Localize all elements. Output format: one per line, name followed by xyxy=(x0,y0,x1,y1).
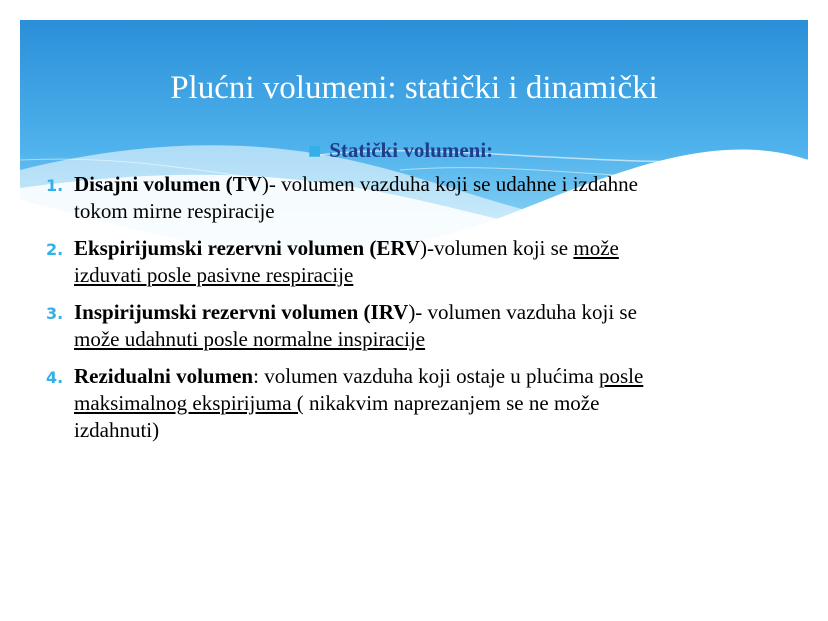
term-text: Ekspirijumski rezervni volumen ( xyxy=(74,236,377,260)
item-number: 4. xyxy=(46,368,64,387)
abbreviation: IRV xyxy=(370,300,409,324)
list-item xyxy=(0,235,774,289)
definition-text: )- volumen vazduha koji se udahne i izdahne xyxy=(261,172,638,196)
underlined-text: može udahnuti posle normalne inspiracije xyxy=(74,327,426,351)
item-number: 3. xyxy=(46,304,64,323)
definition-text: )-volumen koji se xyxy=(419,236,574,260)
subheading-text: Statički volumeni: xyxy=(329,138,494,162)
term-text: Inspirijumski rezervni volumen ( xyxy=(74,300,371,324)
underlined-text: izduvati posle pasivne respiracije xyxy=(74,263,354,287)
abbreviation: ERV xyxy=(376,236,420,260)
term-text: Disajni volumen ( xyxy=(74,172,233,196)
list-item xyxy=(0,171,774,225)
definition-text: nikakvim naprezanjem se ne može xyxy=(303,391,600,415)
abbreviation: TV xyxy=(232,172,262,196)
underlined-text: može xyxy=(573,236,619,260)
definition-text: tokom mirne respiracije xyxy=(74,199,275,223)
subheading xyxy=(308,137,493,164)
underlined-text: posle xyxy=(598,364,644,388)
term-text: Rezidualni volumen xyxy=(74,364,254,388)
item-number: 2. xyxy=(46,240,64,259)
numbered-list xyxy=(0,171,800,454)
definition-text: izdahnuti) xyxy=(74,418,160,442)
bullet-icon: ■ xyxy=(308,143,322,159)
definition-text: )- volumen vazduha koji se xyxy=(408,300,637,324)
list-item xyxy=(0,363,774,444)
slide-title: Plućni volumeni: statički i dinamički xyxy=(170,70,658,106)
underlined-text: maksimalnog ekspirijuma ( xyxy=(74,391,304,415)
definition-text: : volumen vazduha koji ostaje u plućima xyxy=(253,364,599,388)
item-number: 1. xyxy=(46,176,64,195)
list-item xyxy=(0,299,774,353)
